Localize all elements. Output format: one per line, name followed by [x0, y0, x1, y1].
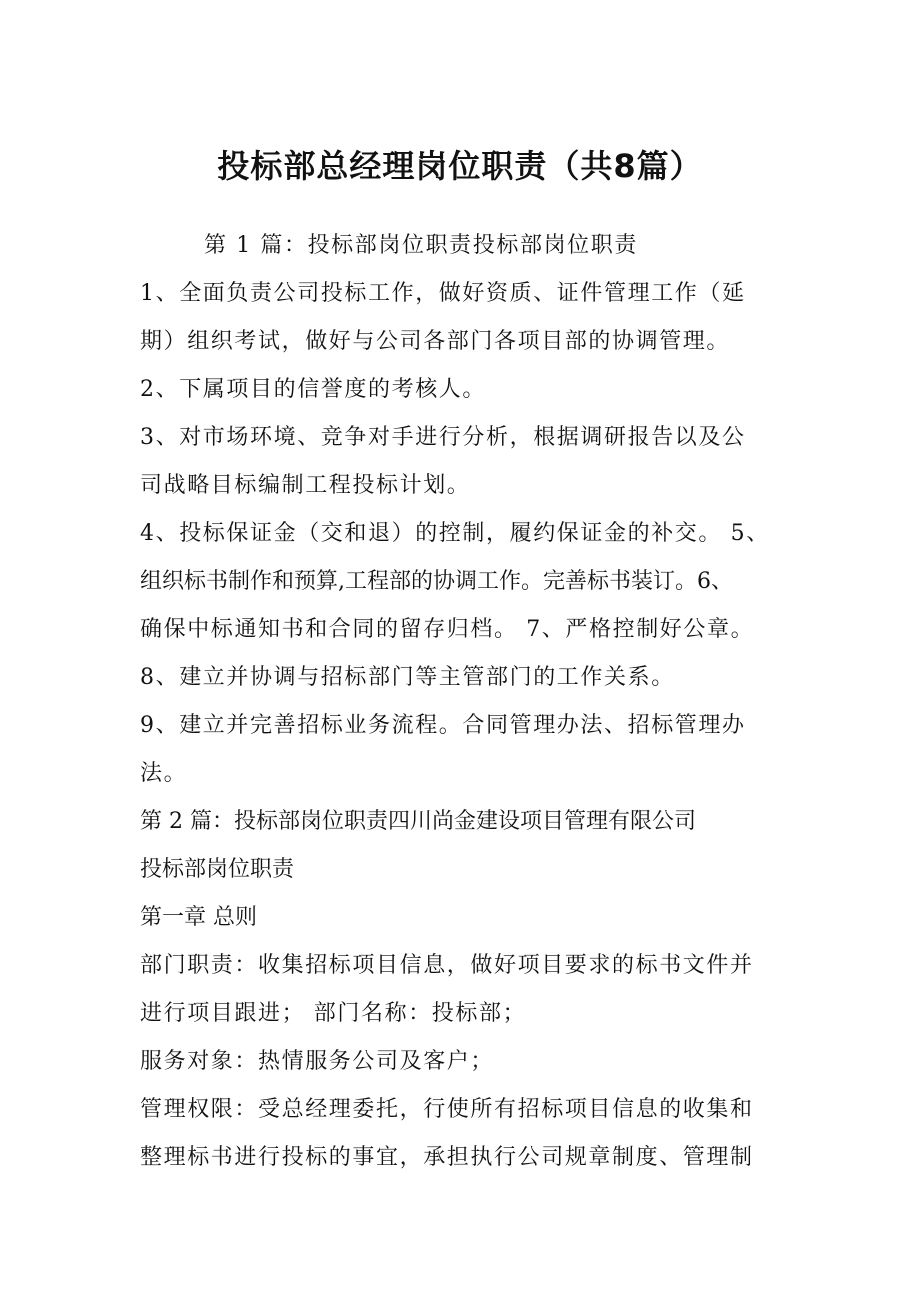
section-heading: 第一章 总则: [140, 905, 257, 930]
paragraph-line: 1、全面负责公司投标工作，做好资质、证件管理工作（延: [140, 281, 746, 306]
chapter-1-heading: 第 1 篇：投标部岗位职责投标部岗位职责: [204, 233, 638, 258]
paragraph-line: 管理权限：受总经理委托，行使所有招标项目信息的收集和: [140, 1097, 754, 1122]
paragraph-line: 法。: [140, 761, 188, 786]
paragraph-line: 组织标书制作和预算,工程部的协调工作。完善标书装订。6、: [140, 569, 733, 594]
paragraph-line: 4、投标保证金（交和退）的控制，履约保证金的补交。 5、: [140, 521, 770, 546]
chapter-2-heading: 第 2 篇：投标部岗位职责四川尚金建设项目管理有限公司: [140, 809, 696, 834]
document-title: 投标部总经理岗位职责（共8篇）: [217, 147, 703, 185]
paragraph-line: 司战略目标编制工程投标计划。: [140, 473, 471, 498]
section-heading: 投标部岗位职责: [140, 857, 295, 882]
paragraph-line: 整理标书进行投标的事宜，承担执行公司规章制度、管理制: [140, 1145, 754, 1170]
paragraph-line: 进行项目跟进； 部门名称：投标部；: [140, 1001, 527, 1026]
paragraph-line: 期）组织考试，做好与公司各部门各项目部的协调管理。: [140, 329, 731, 354]
paragraph-line: 确保中标通知书和合同的留存归档。 7、严格控制好公章。: [140, 617, 755, 642]
paragraph-line: 3、对市场环境、竞争对手进行分析，根据调研报告以及公: [140, 425, 746, 450]
paragraph-line: 服务对象：热情服务公司及客户；: [140, 1049, 495, 1074]
paragraph-line: 9、建立并完善招标业务流程。合同管理办法、招标管理办: [140, 713, 746, 738]
paragraph-line: 2、下属项目的信誉度的考核人。: [140, 377, 486, 402]
paragraph-line: 部门职责：收集招标项目信息，做好项目要求的标书文件并: [140, 953, 754, 978]
paragraph-line: 8、建立并协调与招标部门等主管部门的工作关系。: [140, 665, 675, 690]
